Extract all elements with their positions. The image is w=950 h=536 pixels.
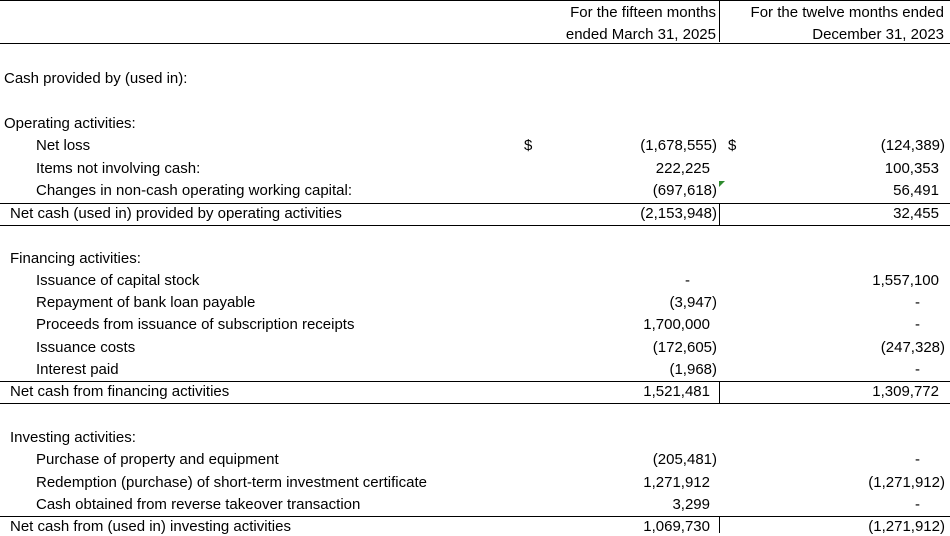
value-2025: (697,618) bbox=[652, 182, 717, 199]
value-2023: (124,389) bbox=[880, 137, 945, 154]
col1-header-line1: For the fifteen months bbox=[570, 4, 716, 21]
value-2023: - bbox=[915, 316, 920, 333]
value-2025: 222,225 bbox=[655, 160, 710, 177]
header-divider-vertical bbox=[719, 0, 720, 42]
comment-indicator-icon[interactable] bbox=[719, 181, 725, 187]
value-2023: - bbox=[915, 361, 920, 378]
financing-title: Financing activities: bbox=[10, 250, 141, 267]
value-2023: (1,271,912) bbox=[868, 474, 945, 491]
col2-header-line1: For the twelve months ended bbox=[750, 4, 944, 21]
header-underline bbox=[0, 43, 950, 44]
row-label: Redemption (purchase) of short-term investment certificate bbox=[36, 474, 427, 491]
total-label: Net cash (used in) provided by operating activities bbox=[10, 205, 342, 222]
total-label: Net cash from (used in) investing activities bbox=[10, 518, 291, 535]
value-2023: 56,491 bbox=[893, 182, 939, 199]
value-2025: (172,605) bbox=[652, 339, 717, 356]
total-label: Net cash from financing activities bbox=[10, 383, 230, 400]
total-rule bbox=[0, 403, 950, 404]
total-2025: 1,521,481 bbox=[643, 383, 710, 400]
subtotal-rule bbox=[0, 203, 950, 204]
value-2023: - bbox=[915, 294, 920, 311]
total-2023: 32,455 bbox=[893, 205, 939, 222]
subtotal-rule bbox=[0, 381, 950, 382]
value-2025: (1,678,555) bbox=[640, 137, 717, 154]
row-label: Issuance costs bbox=[36, 339, 136, 356]
row-label: Proceeds from issuance of subscription receipts bbox=[36, 316, 355, 333]
value-2025: - bbox=[685, 272, 690, 289]
row-label: Changes in non-cash operating working capital: bbox=[36, 182, 353, 199]
top-border bbox=[0, 0, 950, 1]
value-2025: 1,700,000 bbox=[643, 316, 710, 333]
currency-symbol: $ bbox=[728, 137, 737, 154]
divider-vertical bbox=[719, 516, 720, 533]
col1-header-line2: ended March 31, 2025 bbox=[565, 26, 716, 43]
value-2025: (3,947) bbox=[669, 294, 717, 311]
value-2025: 3,299 bbox=[672, 496, 710, 513]
operating-title: Operating activities: bbox=[4, 115, 136, 132]
investing-title: Investing activities: bbox=[10, 429, 136, 446]
divider-vertical bbox=[719, 203, 720, 225]
value-2023: - bbox=[915, 451, 920, 468]
cash-provided-label: Cash provided by (used in): bbox=[4, 70, 188, 87]
col2-header-line2: December 31, 2023 bbox=[812, 26, 944, 43]
currency-symbol: $ bbox=[524, 137, 533, 154]
subtotal-rule bbox=[0, 516, 950, 517]
total-2023: (1,271,912) bbox=[868, 518, 945, 535]
row-label: Issuance of capital stock bbox=[36, 272, 200, 289]
divider-vertical bbox=[719, 381, 720, 403]
value-2025: (1,968) bbox=[669, 361, 717, 378]
row-label: Interest paid bbox=[36, 361, 119, 378]
row-label: Items not involving cash: bbox=[36, 160, 201, 177]
row-label: Repayment of bank loan payable bbox=[36, 294, 256, 311]
total-rule bbox=[0, 225, 950, 226]
value-2023: - bbox=[915, 496, 920, 513]
value-2023: 100,353 bbox=[884, 160, 939, 177]
value-2025: (205,481) bbox=[652, 451, 717, 468]
row-label: Net loss bbox=[36, 137, 91, 154]
value-2023: 1,557,100 bbox=[872, 272, 939, 289]
row-label: Purchase of property and equipment bbox=[36, 451, 279, 468]
total-2023: 1,309,772 bbox=[872, 383, 939, 400]
row-label: Cash obtained from reverse takeover transaction bbox=[36, 496, 361, 513]
total-2025: (2,153,948) bbox=[640, 205, 717, 222]
value-2025: 1,271,912 bbox=[643, 474, 710, 491]
value-2023: (247,328) bbox=[880, 339, 945, 356]
total-2025: 1,069,730 bbox=[643, 518, 710, 535]
